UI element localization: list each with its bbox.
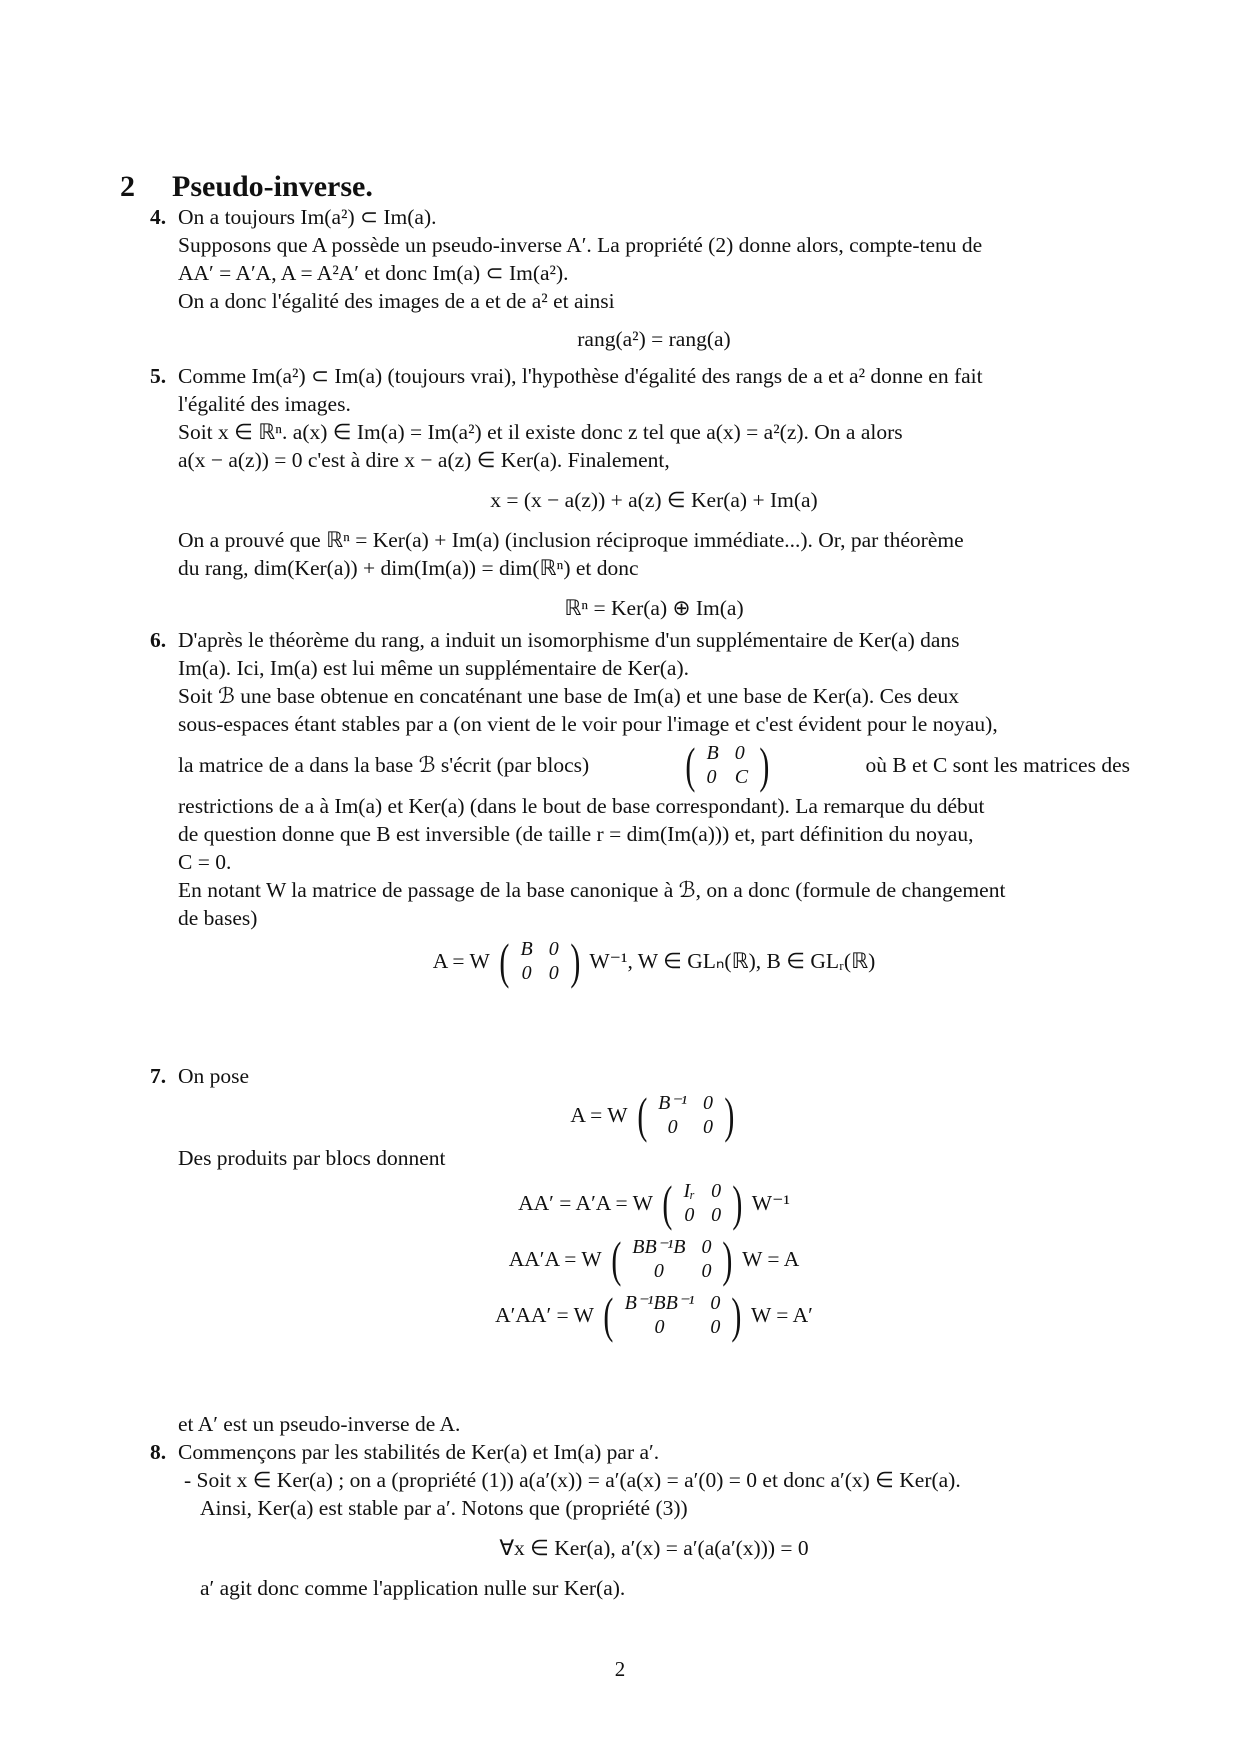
- matrix-cell: B⁻¹BB⁻¹: [624, 1292, 695, 1314]
- eq-part: W⁻¹: [751, 1191, 790, 1215]
- matrix-cell: 0: [701, 1236, 712, 1258]
- text-line: a(x − a(z)) = 0 c'est à dire x − a(z) ∈ Ker(a). Finalement,: [178, 448, 670, 472]
- text-line: Supposons que A possède un pseudo-inverse A′. La propriété (2) donne alors, compte-tenu de: [178, 233, 983, 257]
- matrix-cell: 0: [706, 766, 717, 788]
- page-number: 2: [614, 1657, 626, 1681]
- section-heading: Pseudo-inverse.: [172, 170, 373, 203]
- block-matrix: ( BB⁻¹B 0 0 0 ): [610, 1231, 733, 1287]
- text-line: Comme Im(a²) ⊂ Im(a) (toujours vrai), l'hypothèse d'égalité des rangs de a et a² donne en fait: [178, 364, 983, 388]
- equation: [178, 1231, 1130, 1287]
- text-line: l'égalité des images.: [178, 392, 351, 416]
- matrix-cell: B: [706, 742, 719, 764]
- eq-part: AA′A = W: [508, 1247, 602, 1271]
- item-number: 5.: [150, 364, 167, 388]
- eq-part: A = W: [570, 1103, 628, 1127]
- matrix-cell: Iᵣ: [683, 1180, 696, 1202]
- block-matrix: ( B 0 0 C ): [685, 737, 770, 793]
- block-matrix: ( Iᵣ 0 0 0 ): [662, 1175, 743, 1231]
- equation: ∀x ∈ Ker(a), a′(x) = a′(a(a′(x))) = 0: [499, 1536, 809, 1560]
- text-line: restrictions de a à Im(a) et Ker(a) (dans le bout de base correspondant). La remarque du début: [178, 794, 985, 818]
- text-line: D'après le théorème du rang, a induit un isomorphisme d'un supplémentaire de Ker(a) dans: [178, 628, 960, 652]
- block-matrix: ( B⁻¹BB⁻¹ 0 0 0 ): [603, 1287, 742, 1343]
- text-line: de bases): [178, 906, 258, 930]
- matrix-cell: 0: [701, 1260, 712, 1282]
- eq-part: W⁻¹, W ∈ GLₙ(ℝ), B ∈ GLᵣ(ℝ): [589, 949, 876, 973]
- matrix-cell: 0: [521, 962, 532, 984]
- text-line: En notant W la matrice de passage de la base canonique à ℬ, on a donc (formule de changement: [178, 878, 1006, 902]
- matrix-line: [178, 738, 1130, 792]
- text-fragment: où B et C sont les matrices des: [865, 753, 1130, 777]
- item-7-end: [150, 1410, 1130, 1438]
- block-matrix: ( B⁻¹ 0 0 0 ): [636, 1087, 735, 1143]
- eq-part: W = A′: [751, 1303, 813, 1327]
- equation: rang(a²) = rang(a): [577, 327, 731, 351]
- matrix-cell: 0: [702, 1092, 713, 1114]
- text-line: C = 0.: [178, 850, 232, 874]
- item-8: [150, 1438, 1130, 1602]
- matrix-cell: C: [734, 766, 749, 788]
- text-line: Des produits par blocs donnent: [178, 1146, 446, 1170]
- matrix-cell: BB⁻¹B: [632, 1236, 686, 1258]
- bullet-line: - Soit x ∈ Ker(a) ; on a (propriété (1)) a(a′(x)) = a′(a(x) = a′(0) = 0 et donc a′(x) ∈ Ker(a).: [184, 1468, 961, 1492]
- equation: ℝⁿ = Ker(a) ⊕ Im(a): [564, 596, 744, 620]
- matrix-cell: B: [520, 938, 533, 960]
- text-line: sous-espaces étant stables par a (on vient de le voir pour l'image et c'est évident pour le noyau),: [178, 712, 998, 736]
- item-4: [150, 203, 1130, 361]
- text-line: du rang, dim(Ker(a)) + dim(Im(a)) = dim(ℝⁿ) et donc: [178, 556, 639, 580]
- text-line: On a toujours Im(a²) ⊂ Im(a).: [178, 205, 437, 229]
- matrix-cell: 0: [654, 1316, 665, 1338]
- item-5: [150, 362, 1130, 634]
- matrix-cell: 0: [653, 1260, 664, 1282]
- matrix-cell: 0: [711, 1180, 722, 1202]
- matrix-cell: 0: [684, 1204, 695, 1226]
- text-line: On pose: [178, 1064, 250, 1088]
- equation: [178, 1087, 1130, 1143]
- text-line: Soit ℬ une base obtenue en concaténant une base de Im(a) et une base de Ker(a). Ces deux: [178, 684, 960, 708]
- matrix-cell: 0: [710, 1316, 721, 1338]
- text-line: et A′ est un pseudo-inverse de A.: [178, 1412, 461, 1436]
- matrix-cell: 0: [667, 1116, 678, 1138]
- text-line: Soit x ∈ ℝⁿ. a(x) ∈ Im(a) = Im(a²) et il existe donc z tel que a(x) = a²(z). On a alors: [178, 420, 903, 444]
- matrix-cell: 0: [702, 1116, 713, 1138]
- text-line: de question donne que B est inversible (de taille r = dim(Im(a))) et, part définition du noyau,: [178, 822, 974, 846]
- text-line: On a prouvé que ℝⁿ = Ker(a) + Im(a) (inclusion réciproque immédiate...). Or, par théorème: [178, 528, 964, 552]
- text-line: AA′ = A′A, A = A²A′ et donc Im(a) ⊂ Im(a²).: [178, 261, 569, 285]
- eq-part: A′AA′ = W: [495, 1303, 594, 1327]
- matrix-cell: 0: [711, 1204, 722, 1226]
- matrix-cell: B⁻¹: [658, 1092, 687, 1114]
- matrix-cell: 0: [710, 1292, 721, 1314]
- item-7: [150, 1062, 1130, 1346]
- item-6: [150, 626, 1130, 990]
- eq-part: AA′ = A′A = W: [518, 1191, 653, 1215]
- item-number: 8.: [150, 1440, 167, 1464]
- text-line: a′ agit donc comme l'application nulle sur Ker(a).: [200, 1576, 626, 1600]
- section-title: [120, 170, 373, 204]
- item-number: 6.: [150, 628, 167, 652]
- text-line: Ainsi, Ker(a) est stable par a′. Notons que (propriété (3)): [200, 1496, 688, 1520]
- eq-part: W = A: [742, 1247, 800, 1271]
- text-line: Commençons par les stabilités de Ker(a) et Im(a) par a′.: [178, 1440, 660, 1464]
- text-line: On a donc l'égalité des images de a et de a² et ainsi: [178, 289, 615, 313]
- eq-part: A = W: [432, 949, 490, 973]
- matrix-cell: 0: [734, 742, 745, 764]
- equation: [178, 1287, 1130, 1343]
- item-number: 7.: [150, 1064, 167, 1088]
- matrix-cell: 0: [548, 938, 559, 960]
- equation: [178, 933, 1130, 989]
- equation: [178, 1175, 1130, 1231]
- item-number: 4.: [150, 205, 167, 229]
- block-matrix: ( B 0 0 0 ): [499, 933, 581, 989]
- equation: x = (x − a(z)) + a(z) ∈ Ker(a) + Im(a): [490, 488, 818, 512]
- text-line: Im(a). Ici, Im(a) est lui même un supplémentaire de Ker(a).: [178, 656, 690, 680]
- section-number: 2: [120, 170, 135, 203]
- matrix-cell: 0: [548, 962, 559, 984]
- text-fragment: la matrice de a dans la base ℬ s'écrit (par blocs): [178, 753, 590, 777]
